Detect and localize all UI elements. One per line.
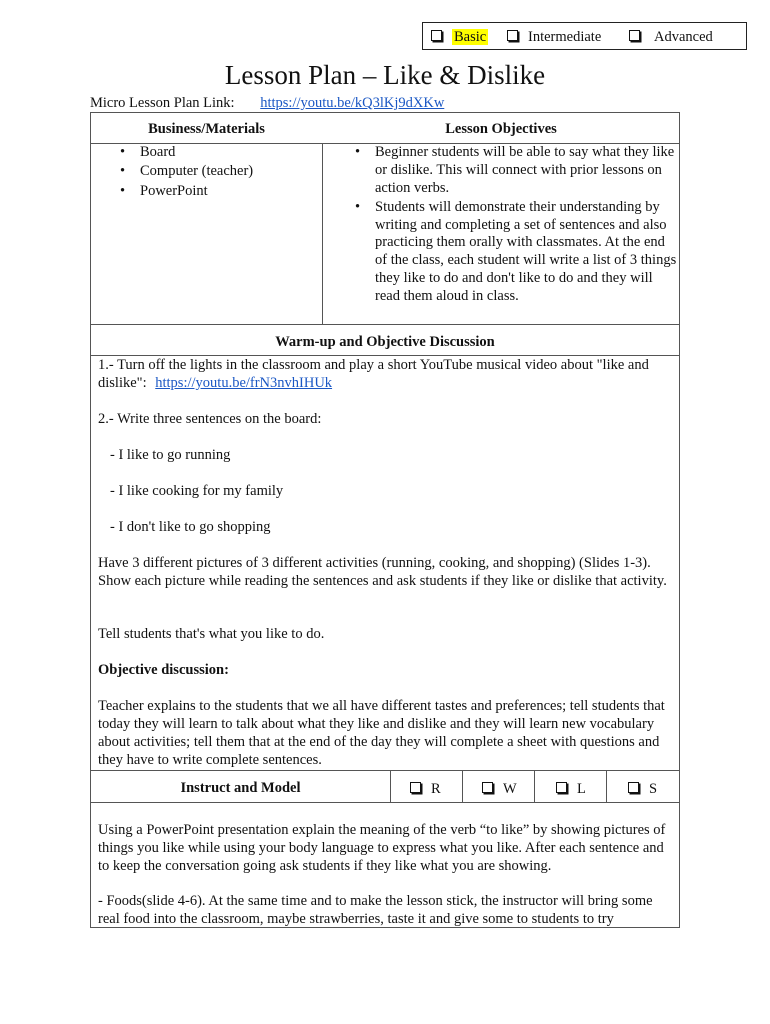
checkbox-icon[interactable]	[556, 782, 567, 793]
objective-discussion-paragraph: Teacher explains to the students that we all have different tastes and preferences; tell students that today they will learn to talk about what they like and dislike and they will learn new vocabulary about activities; tell them that at the end of the day they will complete a sheet with questions and they have to write complete sentences.	[98, 698, 665, 768]
skill-divider	[390, 770, 391, 802]
instruct-paragraph: Using a PowerPoint presentation explain the meaning of the verb “to like” by showing pictures of things you like while using your body language to express what you like. After each sentence and to keep the conversation going ask students if they like what you are showing.	[98, 822, 666, 874]
list-item: • Board	[120, 144, 318, 162]
skill-label: L	[577, 781, 586, 797]
skill-listening[interactable]	[556, 781, 586, 798]
checkbox-icon[interactable]	[629, 30, 640, 41]
materials-list	[120, 144, 318, 200]
level-intermediate[interactable]	[507, 29, 601, 46]
tell-paragraph: Tell students that's what you like to do.	[98, 626, 325, 642]
foods-paragraph: - Foods(slide 4-6). At the same time and to make the lesson stick, the instructor will bring some real food into the classroom, maybe strawberries, taste it and give some to students to try	[98, 893, 653, 927]
level-advanced[interactable]	[629, 29, 713, 46]
skill-divider	[534, 770, 535, 802]
sentence-item: - I like cooking for my family	[110, 483, 284, 499]
level-intermediate-label: Intermediate	[528, 29, 602, 45]
list-item: • Computer (teacher)	[120, 163, 318, 181]
warmup-step1	[98, 356, 676, 392]
materials-header: Business/Materials	[148, 121, 265, 137]
pictures-paragraph: Have 3 different pictures of 3 different activities (running, cooking, and shopping) (Slides 1-3). Show each picture while reading the sentences and ask students if they like or dislike that activity.	[98, 555, 667, 589]
objectives-list	[355, 144, 677, 306]
micro-link-row	[90, 95, 444, 112]
list-item: • PowerPoint	[120, 183, 318, 201]
list-item: • Beginner students will be able to say what they like or dislike. This will connect with prior lessons on action verbs.	[355, 144, 677, 197]
skill-label: W	[503, 781, 517, 797]
table-border-left	[90, 112, 91, 928]
page-title: Lesson Plan – Like & Dislike	[224, 60, 546, 90]
micro-link-label: Micro Lesson Plan Link:	[90, 95, 235, 111]
table-border-top	[90, 112, 680, 113]
step1-text: 1.- Turn off the lights in the classroom and play a short YouTube musical video about "like and dislike":	[98, 357, 649, 391]
checkbox-icon[interactable]	[431, 30, 442, 41]
row-divider	[90, 770, 680, 771]
skill-divider	[462, 770, 463, 802]
sentence-item: - I like to go running	[110, 447, 231, 463]
level-basic[interactable]	[431, 29, 488, 46]
video-link[interactable]: https://youtu.be/frN3nvhIHUk	[155, 375, 333, 391]
skill-writing[interactable]	[482, 781, 517, 798]
micro-link[interactable]: https://youtu.be/kQ3lKj9dXKw	[260, 95, 445, 111]
objectives-header: Lesson Objectives	[445, 121, 557, 137]
checkbox-icon[interactable]	[482, 782, 493, 793]
checkbox-icon[interactable]	[410, 782, 421, 793]
row-divider	[90, 802, 680, 803]
list-item: • Students will demonstrate their understanding by writing and completing a set of sentences and also practicing them orally with classmates. At the end of the class, each student will write a list of 3 things they like to do and don't like to do and they will read them aloud in class.	[355, 199, 677, 306]
warmup-step2: 2.- Write three sentences on the board:	[98, 411, 322, 427]
skill-divider	[606, 770, 607, 802]
checkbox-icon[interactable]	[628, 782, 639, 793]
skill-label: R	[431, 781, 441, 797]
skill-reading[interactable]	[410, 781, 441, 798]
level-selector	[422, 22, 747, 50]
level-basic-label: Basic	[454, 29, 487, 45]
table-border-right	[679, 112, 680, 928]
skill-speaking[interactable]	[628, 781, 657, 798]
objective-discussion-heading: Objective discussion:	[98, 662, 229, 678]
sentence-item: - I don't like to go shopping	[110, 519, 271, 535]
column-divider	[322, 143, 323, 324]
checkbox-icon[interactable]	[507, 30, 518, 41]
level-advanced-label: Advanced	[654, 29, 713, 45]
warmup-header: Warm-up and Objective Discussion	[275, 334, 495, 350]
row-divider	[90, 324, 680, 325]
skill-label: S	[649, 781, 658, 797]
instruct-header: Instruct and Model	[180, 780, 301, 796]
